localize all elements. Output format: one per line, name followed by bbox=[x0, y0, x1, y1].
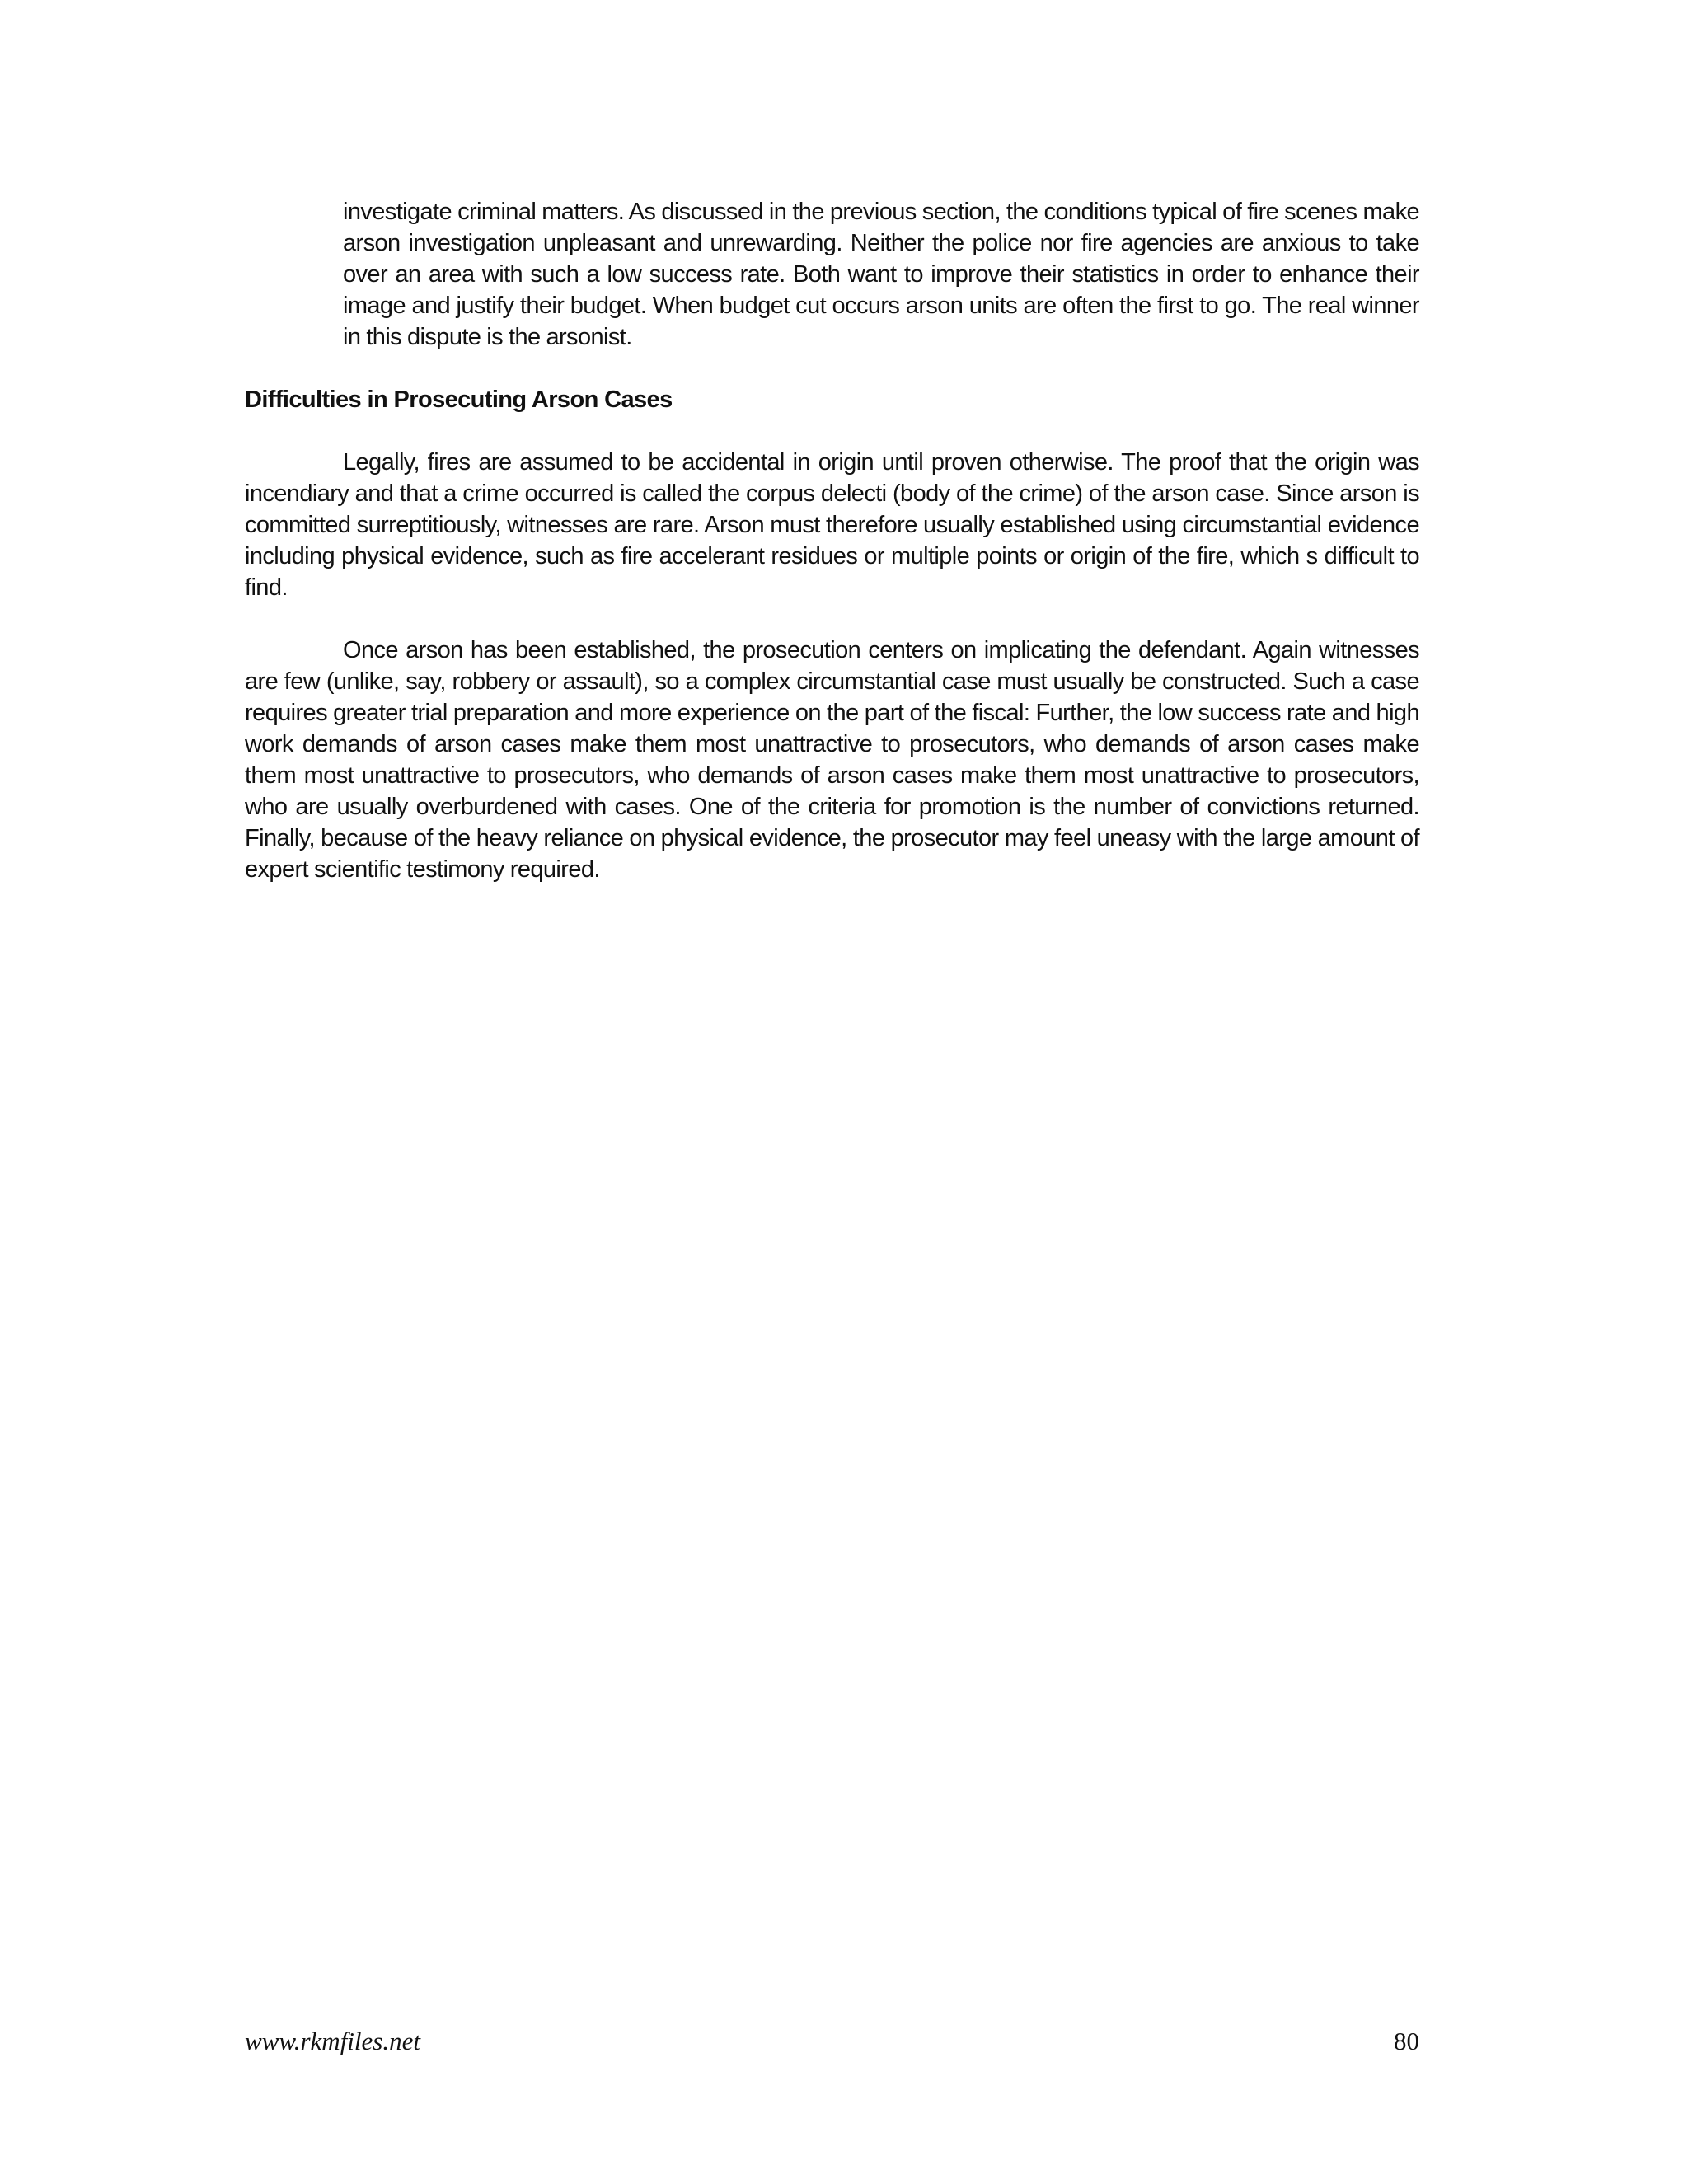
continuation-paragraph: investigate criminal matters. As discussed in the previous section, the conditions typical of fire scenes make arson investigation unpleasant and unrewarding. Neither the police nor fire agencies are anxious to take over an area with such a low success rate. Both want to improve their statistics in order to enhance their image and justify their budget. When budget cut occurs arson units are often the first to go. The real winner in this dispute is the arsonist. bbox=[343, 199, 1419, 350]
footer-website: www.rkmfiles.net bbox=[245, 2027, 420, 2055]
body-paragraph-1: Legally, fires are assumed to be accidental in origin until proven otherwise. The proof that the origin was incendiary and that a crime occurred is called the corpus delecti (body of the crime) of the arson case. Since arson is committed surreptitiously, witnesses are rare. Arson must therefore usually established using circumstantial evidence including physical evidence, such as fire accelerant residues or multiple points or origin of the fire, which s difficult to find. bbox=[245, 449, 1419, 601]
section-heading: Difficulties in Prosecuting Arson Cases bbox=[245, 387, 673, 413]
page-number: 80 bbox=[1394, 2027, 1419, 2055]
body-paragraph-2: Once arson has been established, the prosecution centers on implicating the defendant. Again witnesses are few (unlike, say, robbery or assault), so a complex circumstantial case must usually be constructed. Such a case requires greater trial preparation and more experience on the part of the fiscal: Further, the low success rate and high work demands of arson cases make them most unattractive to prosecutors, who demands of arson cases make them most unattractive to prosecutors, who demands of arson cases make them most unattractive to prosecutors, who are usually overburdened with cases. One of the criteria for promotion is the number of convictions returned. Finally, because of the heavy reliance on physical evidence, the prosecutor may feel uneasy with the large amount of expert scientific testimony required. bbox=[245, 637, 1419, 883]
